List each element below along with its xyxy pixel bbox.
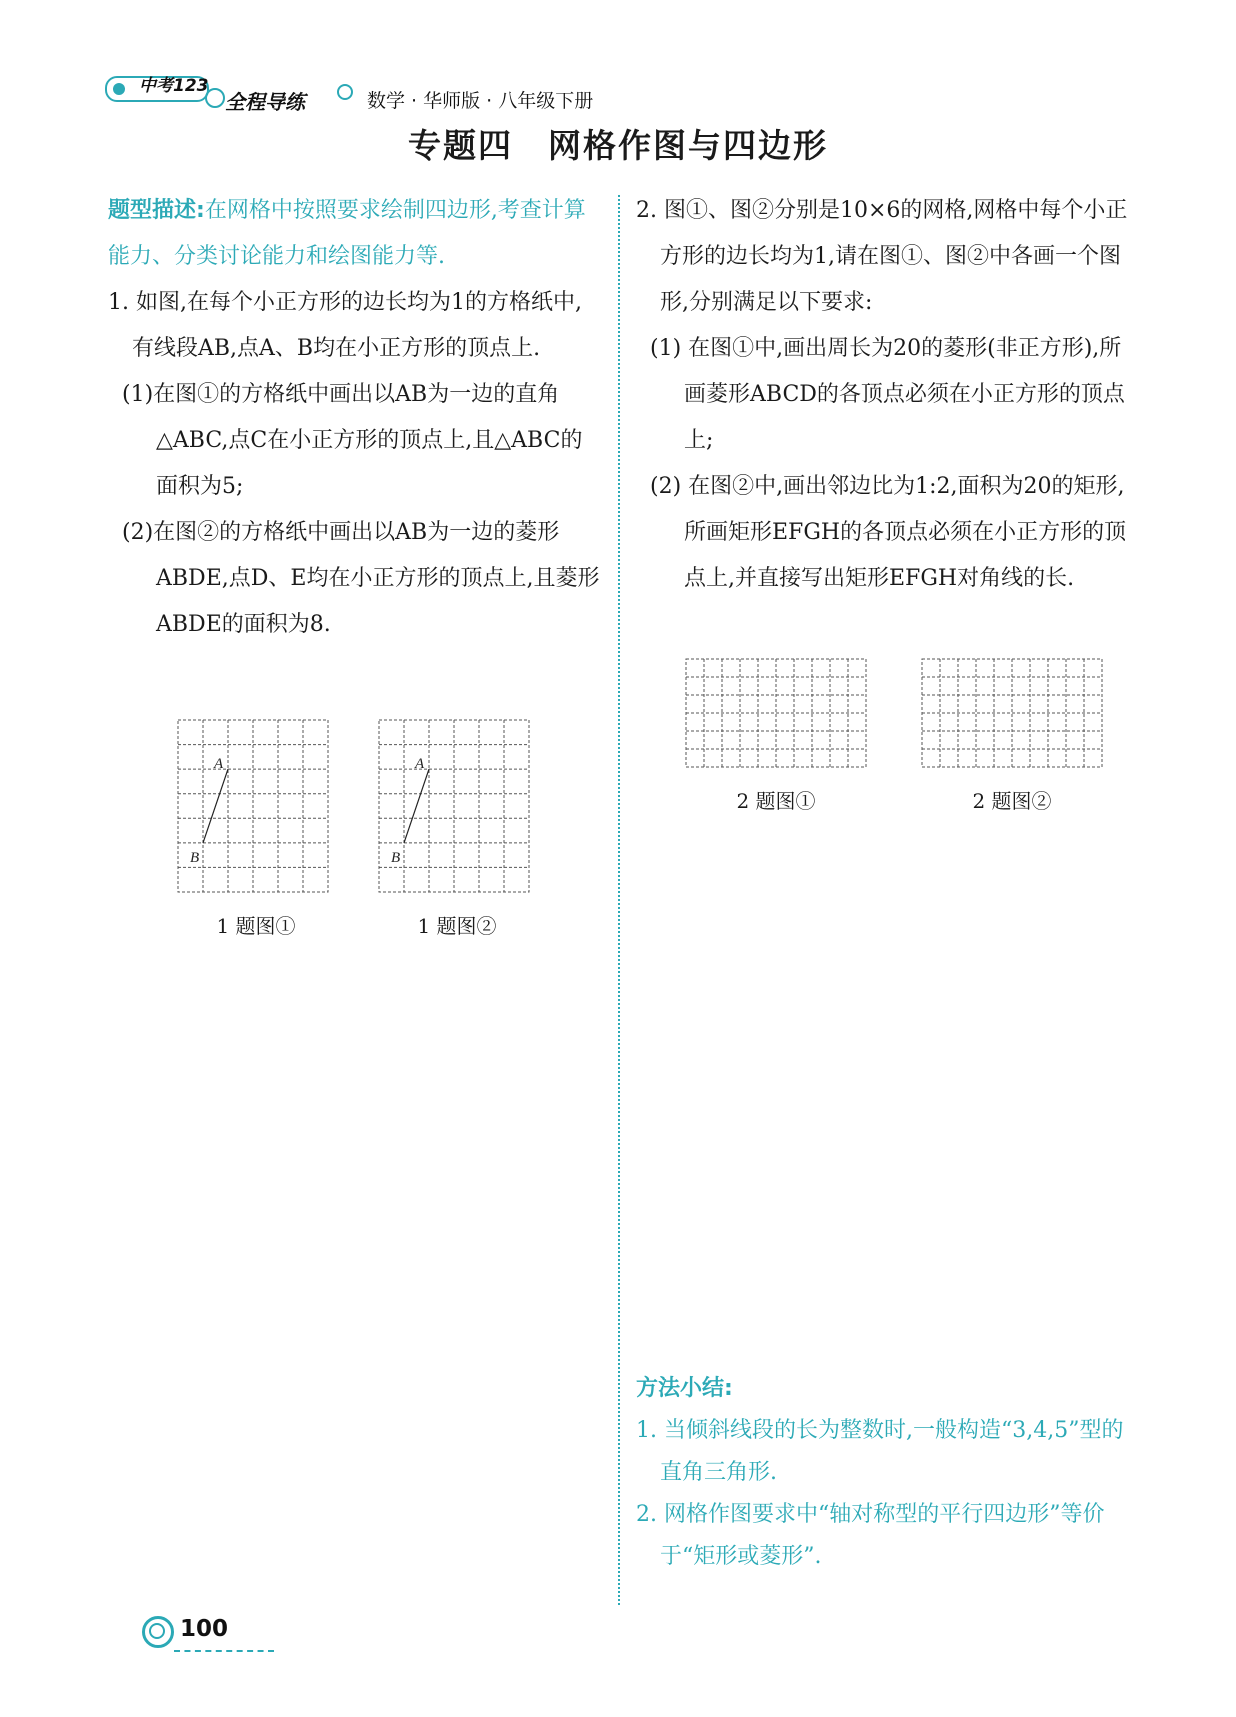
label-a: A	[214, 756, 224, 772]
footer-dash-divider	[174, 1650, 274, 1652]
label-a: A	[415, 756, 425, 772]
page-number: 100	[180, 1616, 229, 1642]
description-label: 题型描述:	[108, 198, 205, 223]
segment-ab	[203, 769, 228, 843]
q1-figure-1-caption: 1 题图①	[216, 914, 296, 938]
segment-ab	[404, 769, 429, 843]
brand-dot-icon	[113, 83, 125, 95]
q2-part1: (1) 在图①中,画出周长为20的菱形(非正方形),所画菱形ABCD的各顶点必须在小正方形的顶点上;	[650, 336, 1125, 453]
brand-name: 中考123	[139, 76, 209, 96]
column-divider	[618, 195, 620, 1605]
q2-figure-1	[684, 657, 868, 769]
right-column	[636, 188, 1134, 602]
header-brand	[105, 68, 665, 118]
q2-figure-2-caption: 2 题图②	[972, 789, 1052, 813]
q1-part1: (1)在图①的方格纸中画出以AB为一边的直角△ABC,点C在小正方形的顶点上,且△ABC的面积为5;	[122, 382, 583, 499]
label-b: B	[190, 850, 200, 866]
q1-part2: (2)在图②的方格纸中画出以AB为一边的菱形ABDE,点D、E均在小正方形的顶点上,且菱形ABDE的面积为8.	[122, 520, 600, 637]
q2-part2: (2) 在图②中,画出邻边比为1:2,面积为20的矩形,所画矩形EFGH的各顶点必须在小正方形的顶点上,并直接写出矩形EFGH对角线的长.	[650, 474, 1127, 591]
left-column	[108, 188, 600, 648]
q2-figure-1-caption: 2 题图①	[736, 789, 816, 813]
label-b: B	[391, 850, 401, 866]
q1-stem: 1. 如图,在每个小正方形的边长均为1的方格纸中,有线段AB,点A、B均在小正方形的顶点上.	[108, 290, 582, 361]
summary-heading: 方法小结:	[636, 1376, 733, 1401]
page-title: 专题四 网格作图与四边形	[408, 126, 828, 165]
page-footer	[140, 1608, 280, 1658]
q2-stem: 2. 图①、图②分别是10×6的网格,网格中每个小正方形的边长均为1,请在图①、图②中各画一个图形,分别满足以下要求:	[636, 198, 1128, 315]
rings-icon	[205, 88, 225, 108]
summary-item-2: 2. 网格作图要求中“轴对称型的平行四边形”等价于“矩形或菱形”.	[636, 1502, 1105, 1569]
q2-figure-2	[920, 657, 1104, 769]
series-name: 全程导练	[225, 90, 305, 114]
book-info: 数学 · 华师版 · 八年级下册	[367, 90, 594, 112]
ring-mark-icon	[337, 84, 353, 100]
q1-figure-1	[176, 718, 332, 896]
q1-figure-2-caption: 1 题图②	[417, 914, 497, 938]
question-type-description	[108, 188, 600, 280]
page-ring-inner-icon	[149, 1623, 165, 1639]
method-summary	[636, 1368, 1136, 1578]
q1-figure-2	[377, 718, 533, 896]
description-text: 在网格中按照要求绘制四边形,考查计算能力、分类讨论能力和绘图能力等.	[108, 198, 586, 269]
summary-item-1: 1. 当倾斜线段的长为整数时,一般构造“3,4,5”型的直角三角形.	[636, 1418, 1124, 1485]
